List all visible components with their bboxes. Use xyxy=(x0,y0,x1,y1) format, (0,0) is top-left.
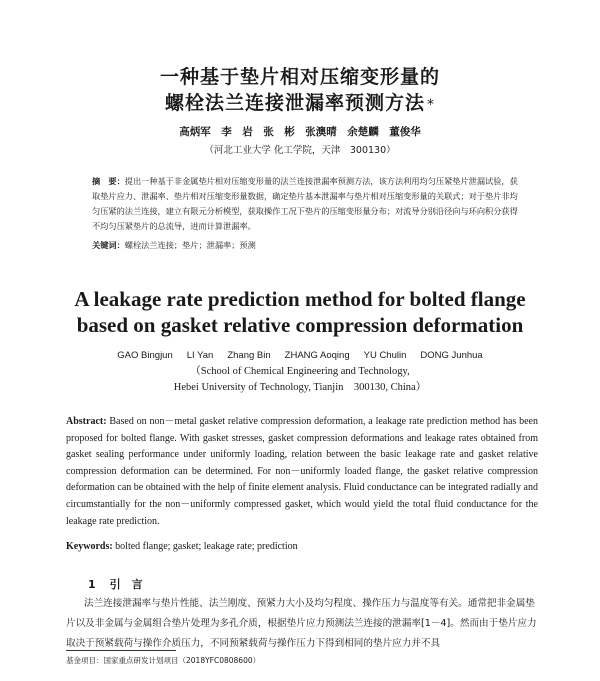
zh-keywords xyxy=(92,240,524,251)
zh-abstract xyxy=(92,174,524,234)
zh-keywords-label: 关键词： xyxy=(92,240,125,250)
zh-abstract-text: 提出一种基于非金属垫片相对压缩变形量的法兰连接泄漏率预测方法，该方法利用均匀压紧垫片泄漏试验，获取垫片应力、泄漏率、垫片相对压缩变形量数据，确定垫片基本泄漏率与垫片相对压缩变形量的关联式；对于垫片非均匀压紧的法兰连接，建立有限元分析模型，获取操作工况下垫片的压缩变形量分布；对流导分别沿径向与环向积分获得不均匀压紧垫片的总流导，进而计算泄漏率。 xyxy=(92,176,518,231)
en-keywords-text: bolted flange; gasket; leakage rate; prediction xyxy=(112,541,298,552)
author-name: Zhang Bin xyxy=(227,350,271,361)
en-abstract-label: Abstract: xyxy=(66,416,107,427)
footnote-rule xyxy=(66,650,176,651)
section-heading xyxy=(88,576,157,592)
en-keywords-label: Keywords: xyxy=(66,541,113,552)
footnote: 基金项目：国家重点研发计划项目（2018YFC0808600） xyxy=(66,656,261,665)
zh-title-line1: 一种基于垫片相对压缩变形量的 xyxy=(159,66,440,88)
author-name: LI Yan xyxy=(186,350,214,361)
zh-authors: 高炳军 李 岩 张 彬 张澳晴 余楚麟 董俊华 xyxy=(179,126,421,138)
zh-title-line2: 螺栓法兰连接泄漏率预测方法 xyxy=(164,92,425,114)
en-authors xyxy=(0,350,600,361)
author-name: GAO Bingjun xyxy=(117,350,173,361)
author-name: YU Chulin xyxy=(363,350,407,361)
en-affiliation-line2: Hebei University of Technology, Tianjin 300130, China） xyxy=(173,382,427,393)
zh-title-line2-wrap xyxy=(0,88,600,115)
section-body: 法兰连接泄漏率与垫片性能、法兰刚度、预紧力大小及均匀程度、操作压力与温度等有关。通常把非金属垫片以及非金属与金属组合垫片处理为多孔介质，根据垫片应力预测法兰连接的泄漏率[1－4]。然而由于垫片应力取决于预紧载荷与操作介质压力，不同预紧载荷与操作压力下得到相同的垫片应力并不具 xyxy=(66,598,537,649)
author-name: ZHANG Aoqing xyxy=(284,350,350,361)
section-number: 1 xyxy=(88,578,96,591)
en-affiliation-line1: （School of Chemical Engineering and Technology, xyxy=(190,366,410,377)
title-footnote-mark: * xyxy=(427,97,435,113)
author-name: DONG Junhua xyxy=(420,350,483,361)
section-title: 引 言 xyxy=(109,578,143,591)
en-title-line1: A leakage rate prediction method for bolted flange xyxy=(74,287,526,311)
zh-keywords-text: 螺栓法兰连接；垫片；泄漏率；预测 xyxy=(124,240,256,250)
en-abstract-text: Based on non－metal gasket relative compression deformation, a leakage rate prediction method has been proposed for bolted flange. With gasket stresses, gasket compression deformations and leakage rates obtained from gasket sealing performance under uniformly loading, relation between the basic leakage rate and gasket relative compression deformation can be determined. For non－uniformly loaded flange, the gasket relative compression deformation can be obtained with the help of finite element analysis. Fluid conductance can be integrated radially and circumstantially for the non－uniformly compressed gasket, which would yield the total fluid conductance for the leakage rate prediction. xyxy=(66,416,538,527)
en-title-line2: based on gasket relative compression deformation xyxy=(76,313,524,337)
zh-affiliation: （河北工业大学 化工学院，天津 300130） xyxy=(204,145,396,156)
zh-abstract-label: 摘 要： xyxy=(92,176,125,186)
en-keywords xyxy=(66,541,538,552)
en-abstract xyxy=(66,414,538,530)
